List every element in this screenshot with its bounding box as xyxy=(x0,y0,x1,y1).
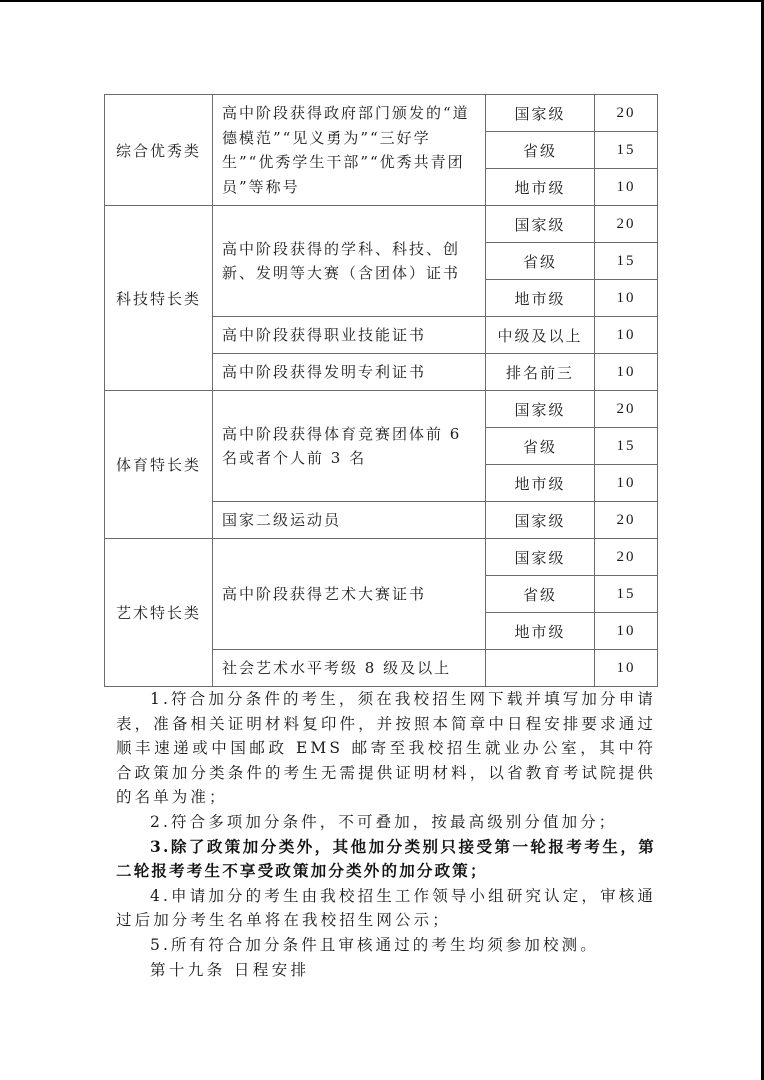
level-cell: 省级 xyxy=(486,576,595,613)
level-cell: 省级 xyxy=(486,132,595,169)
score-cell: 20 xyxy=(595,391,658,428)
score-cell: 15 xyxy=(595,576,658,613)
category-cell: 体育特长类 xyxy=(105,391,213,539)
bonus-points-table xyxy=(104,94,658,687)
level-cell: 省级 xyxy=(486,243,595,280)
score-cell: 10 xyxy=(595,465,658,502)
item-description-cell: 高中阶段获得发明专利证书 xyxy=(213,354,486,391)
category-cell: 科技特长类 xyxy=(105,206,213,391)
table-row xyxy=(105,539,658,576)
table-row xyxy=(105,391,658,428)
page-top-border xyxy=(0,0,764,2)
level-cell: 国家级 xyxy=(486,391,595,428)
level-cell: 排名前三 xyxy=(486,354,595,391)
score-cell: 20 xyxy=(595,206,658,243)
score-cell: 20 xyxy=(595,539,658,576)
note-paragraph-2: 2.符合多项加分条件，不可叠加，按最高级别分值加分； xyxy=(150,812,618,831)
score-cell: 10 xyxy=(595,280,658,317)
level-cell: 国家级 xyxy=(486,539,595,576)
item-description-cell: 国家二级运动员 xyxy=(213,502,486,539)
score-cell: 10 xyxy=(595,169,658,206)
level-cell: 地市级 xyxy=(486,280,595,317)
item-description-cell: 高中阶段获得艺术大赛证书 xyxy=(213,539,486,650)
level-cell: 国家级 xyxy=(486,502,595,539)
level-cell: 国家级 xyxy=(486,95,595,132)
item-description-cell: 高中阶段获得职业技能证书 xyxy=(213,317,486,354)
notes-section xyxy=(116,687,656,982)
score-cell: 10 xyxy=(595,650,658,687)
score-cell: 15 xyxy=(595,243,658,280)
category-cell: 综合优秀类 xyxy=(105,95,213,206)
item-description-cell: 社会艺术水平考级 8 级及以上 xyxy=(213,650,486,687)
note-paragraph-5: 5.所有符合加分条件且审核通过的考生均须参加校测。 xyxy=(150,935,599,954)
level-cell: 中级及以上 xyxy=(486,317,595,354)
item-description-cell: 高中阶段获得的学科、科技、创新、发明等大赛（含团体）证书 xyxy=(213,206,486,317)
score-cell: 15 xyxy=(595,132,658,169)
level-cell: 省级 xyxy=(486,428,595,465)
level-cell: 国家级 xyxy=(486,206,595,243)
note-paragraph-4: 4.申请加分的考生由我校招生工作领导小组研究认定，审核通过后加分考生名单将在我校招生网公示； xyxy=(116,886,656,930)
item-description-cell: 高中阶段获得政府部门颁发的“道德模范”“见义勇为”“三好学生”“优秀学生干部”“优秀共青团员”等称号 xyxy=(213,95,486,206)
score-cell: 10 xyxy=(595,354,658,391)
note-paragraph-3-bold: 3.除了政策加分类外，其他加分类别只接受第一轮报考考生，第二轮报考考生不享受政策加分类外的加分政策； xyxy=(116,836,656,881)
table-row xyxy=(105,95,658,132)
section-heading: 第十九条 日程安排 xyxy=(150,960,310,979)
level-cell xyxy=(486,650,595,687)
score-cell: 10 xyxy=(595,613,658,650)
level-cell: 地市级 xyxy=(486,169,595,206)
note-paragraph-1: 1.符合加分条件的考生，须在我校招生网下载并填写加分申请表，准备相关证明材料复印件，并按照本简章中日程安排要求通过顺丰速递或中国邮政 EMS 邮寄至我校招生就业办公室，其中符合政策加分类条件的考生无需提供证明材料，以省教育考试院提供的名单为准； xyxy=(116,690,656,807)
score-cell: 20 xyxy=(595,502,658,539)
table-row xyxy=(105,206,658,243)
score-cell: 20 xyxy=(595,95,658,132)
score-cell: 15 xyxy=(595,428,658,465)
level-cell: 地市级 xyxy=(486,465,595,502)
level-cell: 地市级 xyxy=(486,613,595,650)
item-description-cell: 高中阶段获得体育竞赛团体前 6 名或者个人前 3 名 xyxy=(213,391,486,502)
category-cell: 艺术特长类 xyxy=(105,539,213,687)
score-cell: 10 xyxy=(595,317,658,354)
